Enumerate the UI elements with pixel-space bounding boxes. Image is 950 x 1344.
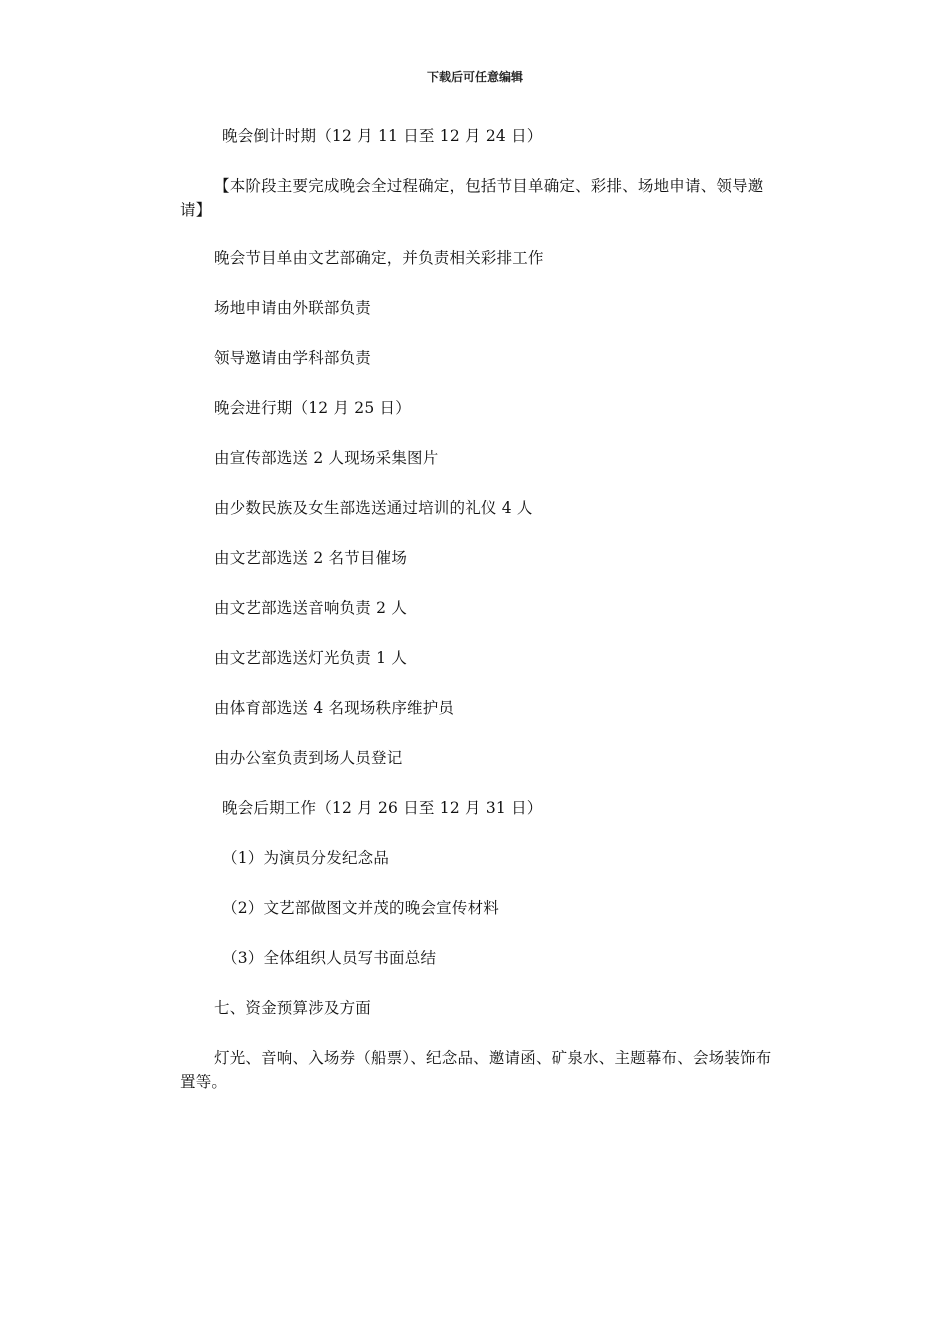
post-heading: 晚会后期工作（12 月 26 日至 12 月 31 日） — [222, 799, 543, 817]
countdown-heading: 晚会倒计时期（12 月 11 日至 12 月 24 日） — [222, 127, 543, 145]
item-leaders: 领导邀请由学科部负责 — [214, 349, 372, 367]
document-body — [180, 124, 772, 1120]
item-program: 晚会节目单由文艺部确定，并负责相关彩排工作 — [214, 249, 544, 267]
item-order: 由体育部选送 4 名现场秩序维护员 — [214, 699, 455, 717]
budget-items: 灯光、音响、入场券（船票）、纪念品、邀请函、矿泉水、主题幕布、会场装饰布置等。 — [180, 1049, 772, 1091]
stage-summary: 【本阶段主要完成晚会全过程确定，包括节目单确定、彩排、场地申请、领导邀请】 — [180, 177, 764, 219]
item-registration: 由办公室负责到场人员登记 — [214, 749, 403, 767]
item-photos: 由宣传部选送 2 人现场采集图片 — [214, 449, 439, 467]
item-venue: 场地申请由外联部负责 — [214, 299, 372, 317]
item-sound: 由文艺部选送音响负责 2 人 — [214, 599, 408, 617]
budget-heading: 七、资金预算涉及方面 — [214, 999, 372, 1017]
item-etiquette: 由少数民族及女生部选送通过培训的礼仪 4 人 — [214, 499, 533, 517]
item-stage-call: 由文艺部选送 2 名节目催场 — [214, 549, 408, 567]
post-item-2: （2）文艺部做图文并茂的晚会宣传材料 — [222, 899, 499, 917]
event-heading: 晚会进行期（12 月 25 日） — [214, 399, 411, 417]
page-header: 下载后可任意编辑 — [426, 70, 523, 84]
item-lighting: 由文艺部选送灯光负责 1 人 — [214, 649, 408, 667]
post-item-3: （3）全体组织人员写书面总结 — [222, 949, 437, 967]
post-item-1: （1）为演员分发纪念品 — [222, 849, 390, 867]
